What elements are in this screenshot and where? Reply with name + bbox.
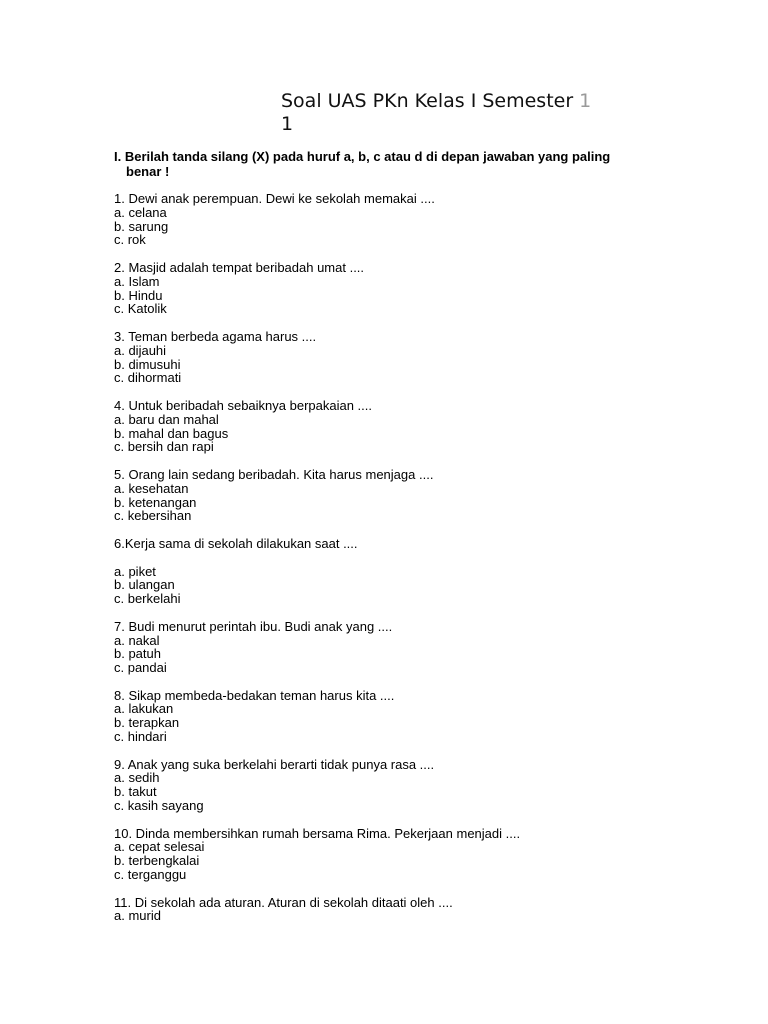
answer-option: a. cepat selesai bbox=[114, 839, 205, 855]
page-number: 1 bbox=[579, 90, 592, 112]
answer-option: a. dijauhi bbox=[114, 342, 167, 358]
answer-option: a. celana bbox=[114, 204, 167, 220]
answer-option: a. Islam bbox=[114, 273, 160, 289]
question-stem: 7. Budi menurut perintah ibu. Budi anak yang .... bbox=[114, 618, 393, 634]
question-stem: 3. Teman berbeda agama harus .... bbox=[114, 328, 317, 344]
answer-option: c. terganggu bbox=[114, 867, 187, 883]
question-item bbox=[114, 620, 674, 675]
question-item bbox=[114, 468, 674, 523]
answer-option: c. dihormati bbox=[114, 370, 182, 386]
answer-option: b. terapkan bbox=[114, 715, 180, 731]
question-item bbox=[114, 827, 674, 882]
answer-option: b. sarung bbox=[114, 218, 169, 234]
answer-option: c. Katolik bbox=[114, 301, 167, 317]
question-item bbox=[114, 758, 674, 813]
question-stem: 2. Masjid adalah tempat beribadah umat .... bbox=[114, 259, 365, 275]
instruction-line-1: I. Berilah tanda silang (X) pada huruf a, b, c atau d di depan jawaban yang paling bbox=[114, 149, 611, 164]
question-item bbox=[114, 261, 674, 316]
question-stem: 6.Kerja sama di sekolah dilakukan saat .... bbox=[114, 535, 358, 551]
question-item bbox=[114, 689, 674, 744]
answer-option: b. dimusuhi bbox=[114, 356, 181, 372]
answer-option: c. kebersihan bbox=[114, 508, 192, 524]
answer-option: a. baru dan mahal bbox=[114, 411, 219, 427]
answer-option: a. sedih bbox=[114, 770, 160, 786]
question-item bbox=[114, 896, 674, 924]
question-stem: 10. Dinda membersihkan rumah bersama Rima. Pekerjaan menjadi .... bbox=[114, 825, 521, 841]
answer-option: a. kesehatan bbox=[114, 480, 189, 496]
question-stem: 8. Sikap membeda-bedakan teman harus kita .... bbox=[114, 687, 395, 703]
answer-option: b. terbengkalai bbox=[114, 853, 200, 869]
question-stem: 9. Anak yang suka berkelahi berarti tidak punya rasa .... bbox=[114, 756, 435, 772]
answer-option: b. mahal dan bagus bbox=[114, 425, 229, 441]
question-list bbox=[114, 192, 674, 937]
answer-option: b. Hindu bbox=[114, 287, 163, 303]
answer-option: c. hindari bbox=[114, 729, 167, 745]
question-item bbox=[114, 330, 674, 385]
question-stem: 5. Orang lain sedang beribadah. Kita harus menjaga .... bbox=[114, 466, 434, 482]
instruction bbox=[114, 150, 654, 179]
title-text: Soal UAS PKn Kelas I Semester bbox=[281, 90, 574, 112]
instruction-line-2: benar ! bbox=[126, 163, 170, 179]
answer-option: a. nakal bbox=[114, 632, 160, 648]
answer-option: b. ketenangan bbox=[114, 494, 197, 510]
title-tail: 1 bbox=[281, 113, 294, 135]
answer-option: b. ulangan bbox=[114, 577, 175, 593]
answer-option: b. patuh bbox=[114, 646, 161, 662]
answer-option: a. lakukan bbox=[114, 701, 174, 717]
answer-option: a. murid bbox=[114, 908, 161, 924]
question-item bbox=[114, 399, 674, 454]
question-stem: 1. Dewi anak perempuan. Dewi ke sekolah memakai .... bbox=[114, 191, 435, 206]
question-item bbox=[114, 192, 674, 247]
answer-option: a. piket bbox=[114, 563, 156, 579]
answer-option: c. pandai bbox=[114, 660, 167, 676]
question-stem: 11. Di sekolah ada aturan. Aturan di sekolah ditaati oleh .... bbox=[114, 894, 453, 910]
answer-option: c. kasih sayang bbox=[114, 798, 204, 814]
question-stem: 4. Untuk beribadah sebaiknya berpakaian .... bbox=[114, 397, 373, 413]
answer-option: b. takut bbox=[114, 784, 157, 800]
answer-option: c. berkelahi bbox=[114, 591, 181, 607]
question-item bbox=[114, 537, 674, 606]
document-title bbox=[281, 90, 641, 136]
answer-option: c. bersih dan rapi bbox=[114, 439, 214, 455]
answer-option: c. rok bbox=[114, 232, 146, 248]
